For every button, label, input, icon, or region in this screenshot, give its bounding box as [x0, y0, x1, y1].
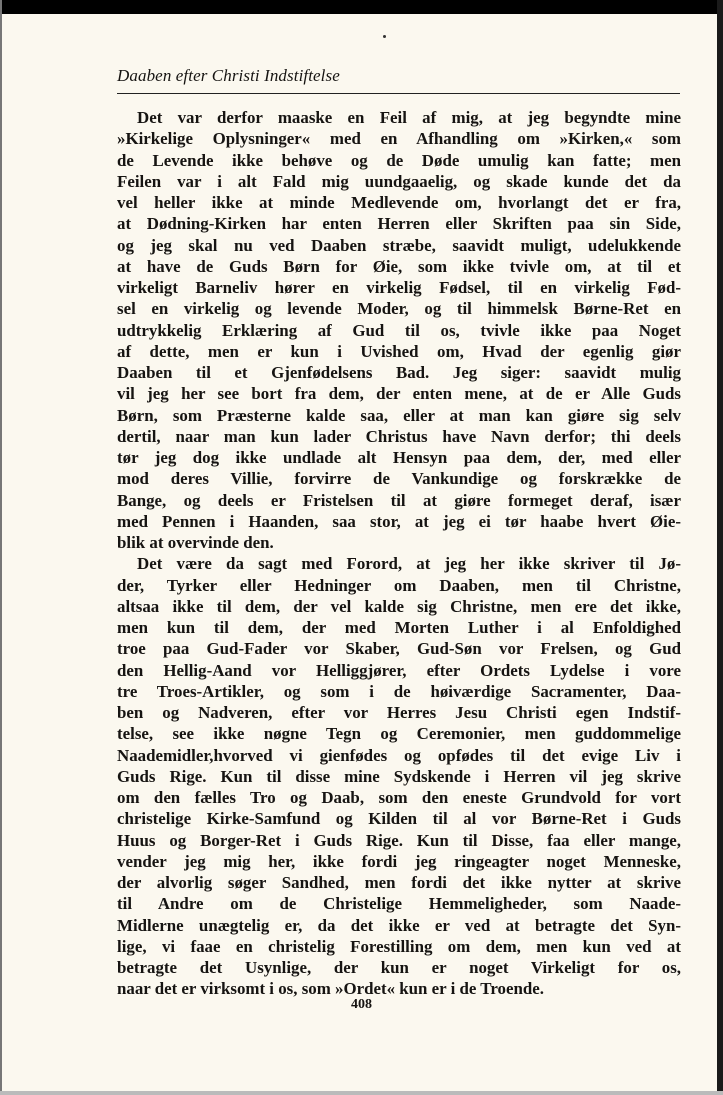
- scan-border-top: [0, 0, 723, 14]
- text-line: vil jeg her see bort fra dem, der enten mene, at de er Alle Guds: [117, 384, 681, 404]
- text-line: vel heller ikke at minde Medlevende om, hvorlangt det er fra,: [117, 193, 681, 212]
- text-line: »Kirkelige Oplysninger« med en Afhandling om »Kirken,« som: [117, 129, 681, 149]
- text-line: Det være da sagt med Forord, at jeg her ikke skriver til Jø-: [137, 554, 681, 574]
- text-line: vender jeg mig her, ikke fordi jeg ringeagter noget Menneske,: [117, 851, 681, 871]
- text-line: og jeg skal nu ved Daaben stræbe, saavidt muligt, udelukkende: [117, 235, 681, 255]
- scan-border-bottom: [0, 1091, 723, 1095]
- text-line: de Levende ikke behøve og de Døde umulig kan fatte; men: [117, 150, 681, 170]
- text-line: Bange, og deels er Fristelsen til at giøre formeget deraf, især: [117, 490, 681, 510]
- scan-border-left: [0, 0, 2, 1095]
- page-number: 408: [351, 997, 372, 1012]
- text-line: om den fælles Tro og Daab, som den eneste Grundvold for vort: [117, 788, 681, 807]
- body-text: [117, 107, 681, 1000]
- text-line: Midlerne unægtelig er, da det ikke er ved at betragte det Syn-: [117, 915, 681, 935]
- text-line: der alvorlig søger Sandhed, men fordi det ikke nytter at skrive: [117, 873, 681, 892]
- running-header: Daaben efter Christi Indstiftelse: [117, 66, 340, 85]
- text-line: Naademidler,hvorved vi gienfødes og opfødes til det evige Liv i: [117, 745, 681, 765]
- text-line: naar det er virksomt i os, som »Ordet« kun er i de Troende.: [117, 979, 544, 999]
- text-line: udtrykkelig Erklæring af Gud til os, tvivle ikke paa Noget: [117, 320, 681, 340]
- text-line: lige, vi faae en christelig Forestilling om dem, men kun ved at: [117, 936, 681, 956]
- text-line: altsaa ikke til dem, der vel kalde sig Christne, men ere det ikke,: [117, 596, 681, 616]
- scan-border-right: [717, 0, 723, 1095]
- text-line: sel en virkelig og levende Moder, og til himmelsk Børne-Ret en: [117, 299, 681, 319]
- text-line: af dette, men er kun i Uvished om, Hvad der egenlig giør: [117, 341, 681, 361]
- text-line: men kun til dem, der med Morten Luther i al Enfoldighed: [117, 618, 681, 637]
- text-line: telse, see ikke nøgne Tegn og Ceremonier, men guddommelige: [117, 724, 681, 744]
- text-line: virkeligt Barneliv hører en virkelig Fødsel, til en virkelig Fød-: [117, 278, 681, 297]
- text-line: ben og Nadveren, efter vor Herres Jesu Christi egen Indstif-: [117, 703, 681, 722]
- text-line: tre Troes-Artikler, og som i de høiværdige Sacramenter, Daa-: [117, 681, 681, 701]
- text-line: betragte det Usynlige, der kun er noget Virkeligt for os,: [117, 958, 681, 977]
- text-line: der, Tyrker eller Hedninger om Daaben, men til Christne,: [117, 575, 681, 595]
- text-line: dertil, naar man kun lader Christus have Navn derfor; thi deels: [117, 426, 681, 446]
- ink-speck: [383, 35, 386, 38]
- header-rule: [117, 93, 680, 94]
- text-line: med Pennen i Haanden, saa stor, at jeg ei tør haabe hvert Øie-: [117, 511, 681, 531]
- text-line: Huus og Borger-Ret i Guds Rige. Kun til Disse, faa eller mange,: [117, 830, 681, 850]
- text-line: blik at overvinde den.: [117, 533, 274, 552]
- text-line: den Hellig-Aand vor Helliggjører, efter Ordets Lydelse i vore: [117, 660, 681, 680]
- text-line: til Andre om de Christelige Hemmeligheder, som Naade-: [117, 894, 681, 914]
- text-line: Feilen var i alt Fald mig uundgaaelig, og skade kunde det da: [117, 171, 681, 191]
- text-line: mod deres Villie, forvirre de Vankundige og forskrække de: [117, 469, 681, 489]
- text-line: Børn, som Præsterne kalde saa, eller at man kan giøre sig selv: [117, 405, 681, 425]
- text-line: at Dødning-Kirken har enten Herren eller Skriften paa sin Side,: [117, 214, 681, 234]
- text-line: Guds Rige. Kun til disse mine Sydskende i Herren vil jeg skrive: [117, 766, 681, 786]
- text-line: Daaben til et Gjenfødelsens Bad. Jeg siger: saavidt mulig: [117, 363, 681, 382]
- text-line: troe paa Gud-Fader vor Skaber, Gud-Søn vor Frelsen, og Gud: [117, 639, 681, 659]
- text-line: Det var derfor maaske en Feil af mig, at jeg begyndte mine: [137, 108, 681, 127]
- text-line: christelige Kirke-Samfund og Kilden til al vor Børne-Ret i Guds: [117, 809, 681, 829]
- text-line: tør jeg dog ikke undlade alt Hensyn paa dem, der, med eller: [117, 448, 681, 467]
- text-line: at have de Guds Børn for Øie, som ikke tvivle om, at til et: [117, 256, 681, 276]
